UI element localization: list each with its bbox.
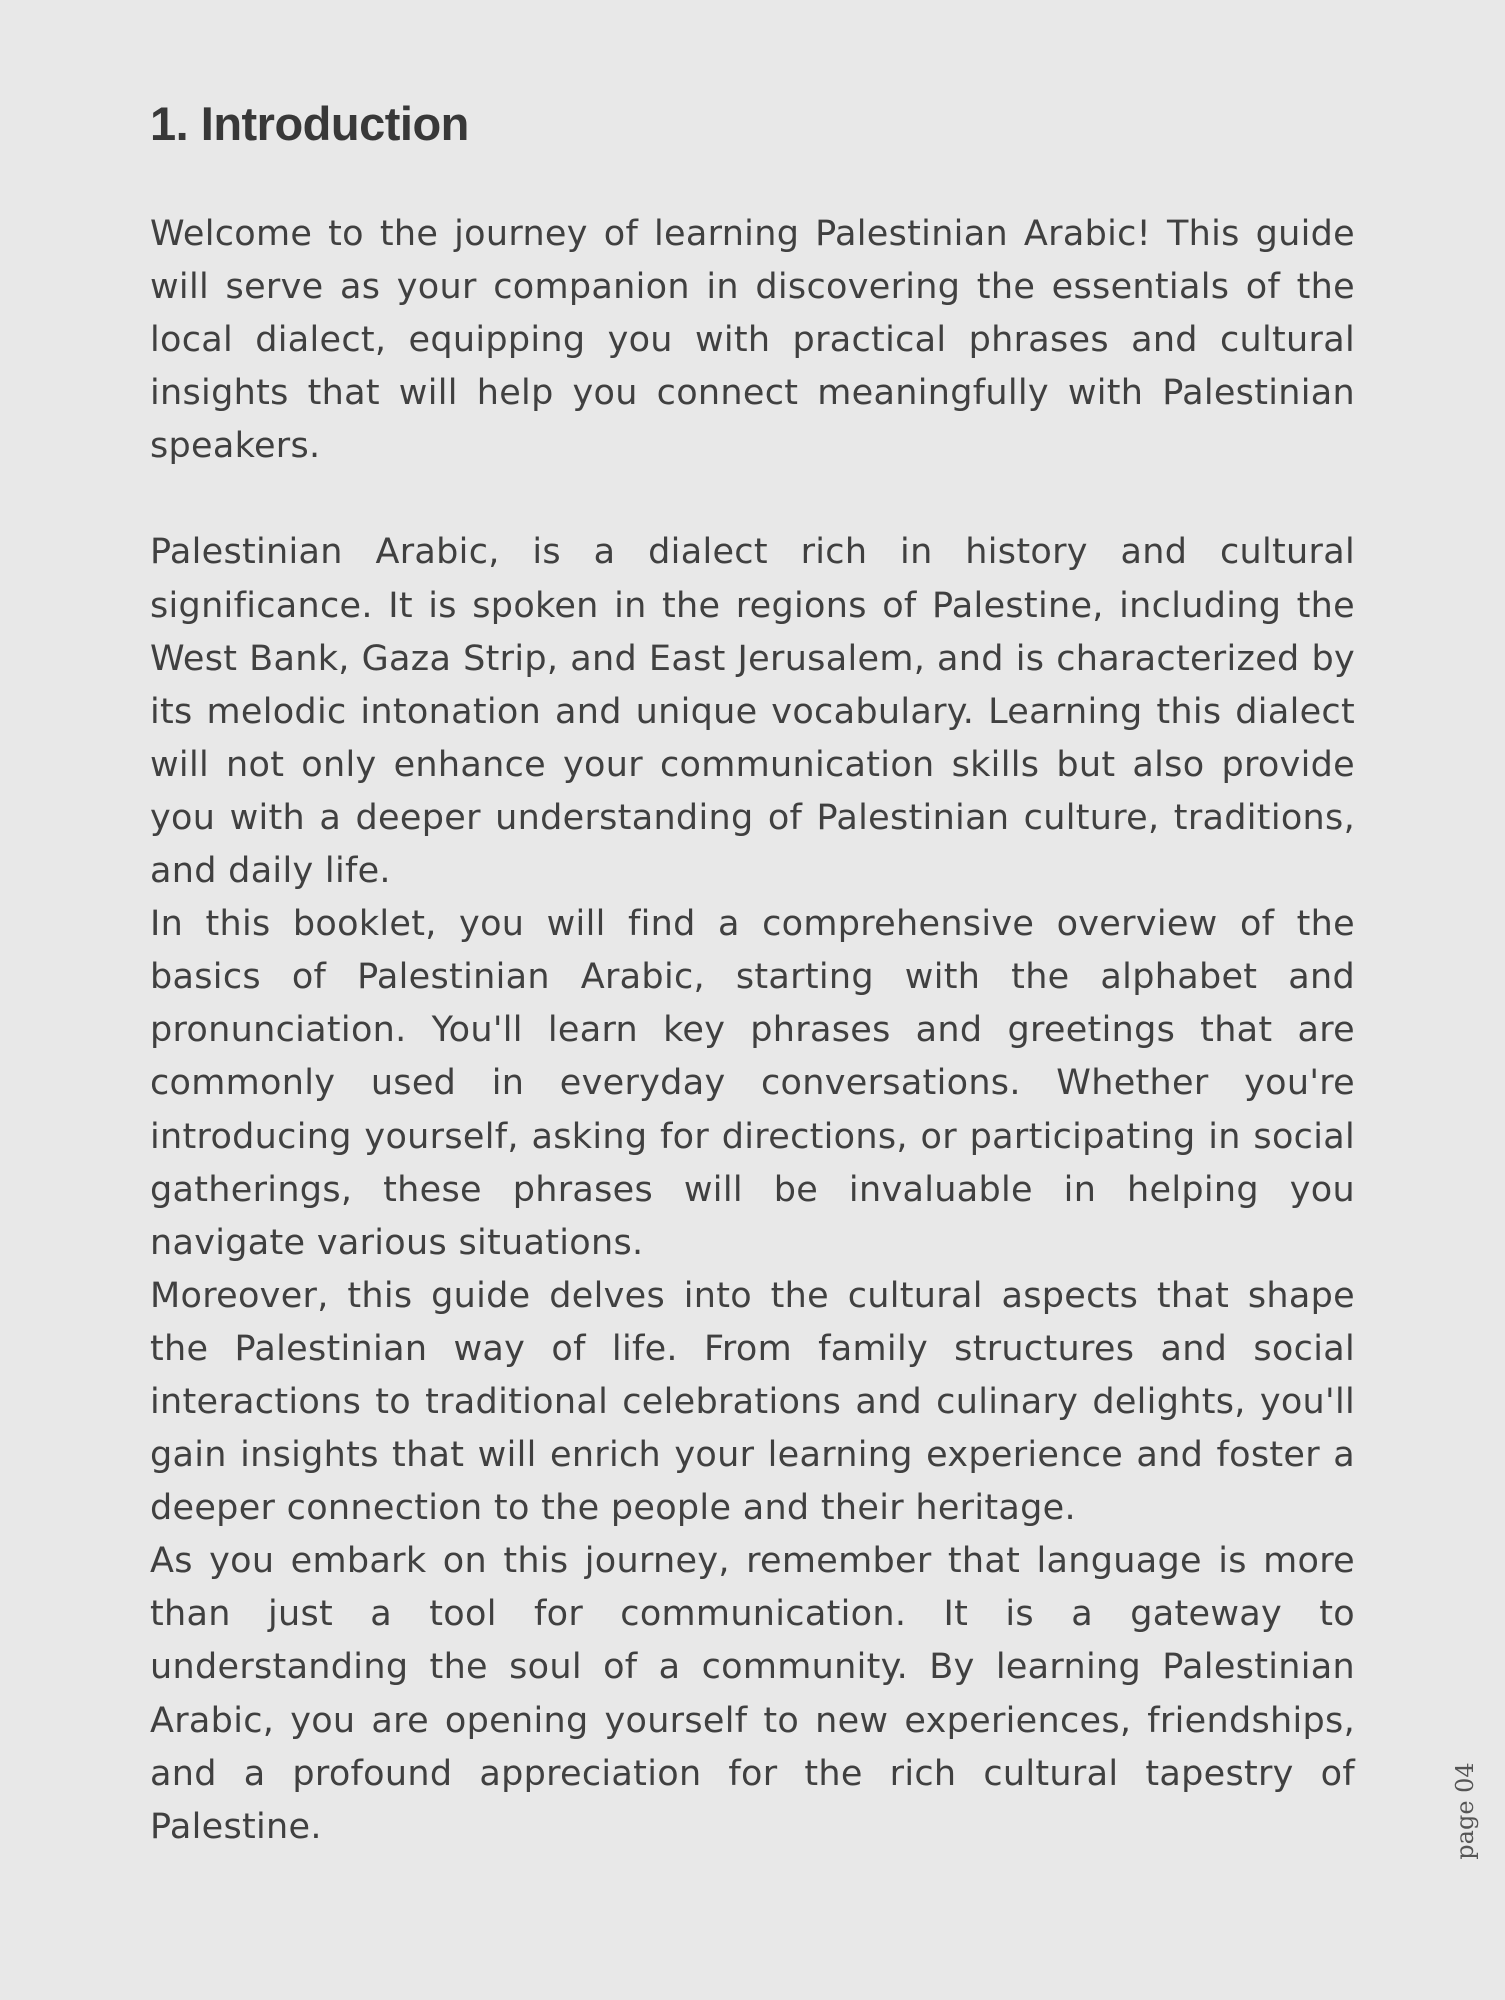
page-number: page 04 <box>1451 1762 1479 1860</box>
paragraph-dialect: Palestinian Arabic, is a dialect rich in history and cultural significance. It is spoken in the regions of Palestine, including the West Bank, Gaza Strip, and East Jerusalem, and is characterized by its melodic intonation and unique vocabulary. Learning this dialect will not only enhance your communication skills but also provide you with a deeper understanding of Palestinian culture, traditions, and daily life. <box>150 532 1355 892</box>
section-heading: 1. Introduction <box>150 97 469 150</box>
paragraph-booklet: In this booklet, you will find a comprehensive overview of the basics of Palestinian Arabic, starting with the alphabet and pronunciation. You'll learn key phrases and greetings that are commonly used in everyday conversations. Whether you're introducing yourself, asking for directions, or participating in social gatherings, these phrases will be invaluable in helping you navigate various situations. <box>150 904 1355 1263</box>
paragraph-journey: As you embark on this journey, remember that language is more than just a tool for communication. It is a gateway to understanding the soul of a community. By learning Palestinian Arabic, you are opening yourself to new experiences, friendships, and a profound appreciation for the rich cultural tapestry of Palestine. <box>150 1541 1355 1847</box>
body-text <box>150 208 1355 1854</box>
paragraph-culture: Moreover, this guide delves into the cultural aspects that shape the Palestinian way of life. From family structures and social interactions to traditional celebrations and culinary delights, you'll gain insights that will enrich your learning experience and foster a deeper connection to the people and their heritage. <box>150 1275 1355 1529</box>
paragraph-welcome: Welcome to the journey of learning Palestinian Arabic! This guide will serve as your companion in discovering the essentials of the local dialect, equipping you with practical phrases and cultural insights that will help you connect meaningfully with Palestinian speakers. <box>150 214 1355 467</box>
